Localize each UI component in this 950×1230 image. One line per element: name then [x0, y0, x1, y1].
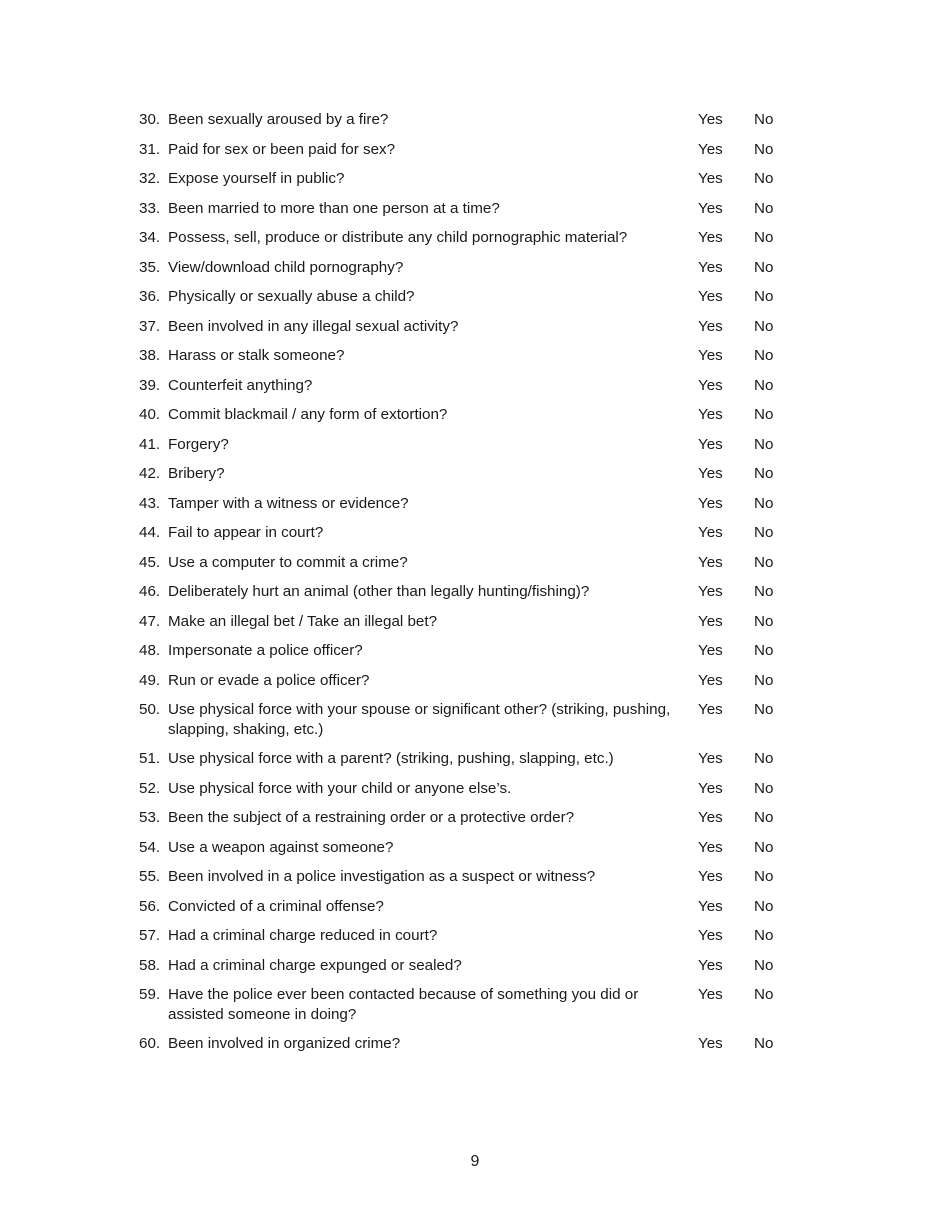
question-text: Had a criminal charge expunged or sealed? — [168, 956, 462, 974]
question-row — [139, 700, 799, 749]
answer-no-option[interactable]: No — [754, 317, 774, 335]
question-row — [139, 808, 799, 838]
question-number: 42. — [139, 465, 161, 482]
question-number: 55. — [139, 868, 161, 885]
question-row — [139, 258, 799, 288]
question-text: Have the police ever been contacted because of something you did or assisted someone in doing? — [168, 986, 639, 1023]
answer-yes-option[interactable]: Yes — [698, 701, 723, 718]
answer-no-option[interactable]: No — [754, 494, 774, 512]
question-row — [139, 779, 799, 809]
question-number: 38. — [139, 347, 161, 364]
question-text: Been involved in organized crime? — [168, 1035, 401, 1052]
question-text: Been involved in any illegal sexual activity? — [168, 317, 459, 335]
answer-no-option[interactable]: No — [754, 435, 774, 453]
answer-yes-option[interactable]: Yes — [698, 406, 723, 423]
question-text: Commit blackmail / any form of extortion? — [168, 406, 448, 423]
question-number: 41. — [139, 435, 161, 453]
question-text: Deliberately hurt an animal (other than legally hunting/fishing)? — [168, 583, 590, 600]
question-text: Paid for sex or been paid for sex? — [168, 140, 396, 158]
answer-yes-option[interactable]: Yes — [698, 838, 723, 856]
question-row — [139, 897, 799, 927]
question-text: Counterfeit anything? — [168, 376, 313, 394]
question-row — [139, 926, 799, 956]
answer-yes-option[interactable]: Yes — [698, 809, 723, 826]
question-text: Use physical force with your child or anyone else’s. — [168, 779, 512, 797]
answer-no-option[interactable]: No — [754, 1035, 774, 1052]
answer-yes-option[interactable]: Yes — [698, 868, 723, 885]
answer-no-option[interactable]: No — [754, 524, 774, 541]
question-row — [139, 464, 799, 494]
answer-yes-option[interactable]: Yes — [698, 435, 723, 453]
answer-no-option[interactable]: No — [754, 612, 774, 630]
question-row — [139, 523, 799, 553]
question-row — [139, 287, 799, 317]
answer-no-option[interactable]: No — [754, 779, 774, 797]
answer-no-option[interactable]: No — [754, 553, 774, 571]
question-text: Harass or stalk someone? — [168, 347, 345, 364]
question-row — [139, 1034, 799, 1064]
question-text: Been the subject of a restraining order or a protective order? — [168, 809, 575, 826]
question-row — [139, 346, 799, 376]
question-number: 47. — [139, 612, 161, 630]
answer-yes-option[interactable]: Yes — [698, 927, 723, 944]
question-row — [139, 956, 799, 986]
question-number: 56. — [139, 897, 161, 915]
answer-no-option[interactable]: No — [754, 347, 774, 364]
answer-no-option[interactable]: No — [754, 406, 774, 423]
question-row — [139, 494, 799, 524]
question-text: Fail to appear in court? — [168, 524, 324, 541]
answer-yes-option[interactable]: Yes — [698, 779, 723, 797]
question-row — [139, 838, 799, 868]
question-text: Impersonate a police officer? — [168, 642, 363, 659]
question-text: Been sexually aroused by a fire? — [168, 111, 389, 128]
answer-yes-option[interactable]: Yes — [698, 956, 723, 974]
question-text: Use a computer to commit a crime? — [168, 553, 408, 571]
question-number: 48. — [139, 642, 161, 659]
answer-no-option[interactable]: No — [754, 288, 774, 305]
question-text: Use physical force with your spouse or significant other? (striking, pushing, slapping, shaking, etc.) — [168, 701, 671, 738]
question-number: 59. — [139, 986, 161, 1003]
answer-no-option[interactable]: No — [754, 838, 774, 856]
answer-no-option[interactable]: No — [754, 809, 774, 826]
question-text: Make an illegal bet / Take an illegal bet? — [168, 612, 438, 630]
answer-no-option[interactable]: No — [754, 229, 774, 246]
question-number: 32. — [139, 170, 161, 187]
question-number: 30. — [139, 111, 161, 128]
question-text: Bribery? — [168, 465, 225, 482]
answer-yes-option[interactable]: Yes — [698, 494, 723, 512]
answer-yes-option[interactable]: Yes — [698, 583, 723, 600]
answer-no-option[interactable]: No — [754, 199, 774, 217]
answer-yes-option[interactable]: Yes — [698, 347, 723, 364]
question-row — [139, 376, 799, 406]
question-text: Had a criminal charge reduced in court? — [168, 927, 438, 944]
answer-no-option[interactable]: No — [754, 986, 774, 1003]
question-row — [139, 867, 799, 897]
answer-yes-option[interactable]: Yes — [698, 524, 723, 541]
question-text: View/download child pornography? — [168, 258, 404, 276]
question-row — [139, 199, 799, 229]
question-number: 53. — [139, 809, 161, 826]
question-number: 33. — [139, 199, 161, 217]
question-row — [139, 553, 799, 583]
answer-yes-option[interactable]: Yes — [698, 140, 723, 158]
question-row — [139, 140, 799, 170]
answer-no-option[interactable]: No — [754, 897, 774, 915]
questionnaire-list — [139, 110, 799, 1064]
question-text: Run or evade a police officer? — [168, 671, 370, 689]
question-row — [139, 317, 799, 347]
question-number: 39. — [139, 376, 161, 394]
question-row — [139, 405, 799, 435]
answer-no-option[interactable]: No — [754, 140, 774, 158]
answer-yes-option[interactable]: Yes — [698, 258, 723, 276]
question-row — [139, 110, 799, 140]
question-text: Been involved in a police investigation as a suspect or witness? — [168, 868, 596, 885]
question-number: 50. — [139, 701, 161, 718]
question-number: 45. — [139, 553, 161, 571]
question-row — [139, 169, 799, 199]
answer-no-option[interactable]: No — [754, 671, 774, 689]
question-text: Use physical force with a parent? (striking, pushing, slapping, etc.) — [168, 750, 614, 767]
question-number: 60. — [139, 1035, 161, 1052]
question-text: Expose yourself in public? — [168, 170, 345, 187]
question-row — [139, 612, 799, 642]
answer-no-option[interactable]: No — [754, 583, 774, 600]
answer-yes-option[interactable]: Yes — [698, 897, 723, 915]
question-row — [139, 671, 799, 701]
answer-yes-option[interactable]: Yes — [698, 288, 723, 305]
answer-no-option[interactable]: No — [754, 376, 774, 394]
question-number: 36. — [139, 288, 161, 305]
question-number: 52. — [139, 779, 161, 797]
answer-yes-option[interactable]: Yes — [698, 553, 723, 571]
question-number: 43. — [139, 494, 161, 512]
question-text: Been married to more than one person at a time? — [168, 199, 500, 217]
answer-no-option[interactable]: No — [754, 927, 774, 944]
question-row — [139, 641, 799, 671]
question-row — [139, 749, 799, 779]
answer-no-option[interactable]: No — [754, 170, 774, 187]
question-number: 51. — [139, 750, 161, 767]
question-text: Tamper with a witness or evidence? — [168, 494, 409, 512]
question-number: 46. — [139, 583, 161, 600]
answer-yes-option[interactable]: Yes — [698, 229, 723, 246]
answer-yes-option[interactable]: Yes — [698, 199, 723, 217]
answer-no-option[interactable]: No — [754, 258, 774, 276]
question-row — [139, 228, 799, 258]
answer-yes-option[interactable]: Yes — [698, 376, 723, 394]
question-text: Convicted of a criminal offense? — [168, 897, 384, 915]
question-number: 40. — [139, 406, 161, 423]
question-number: 34. — [139, 229, 161, 246]
answer-no-option[interactable]: No — [754, 956, 774, 974]
question-number: 49. — [139, 671, 161, 689]
answer-yes-option[interactable]: Yes — [698, 317, 723, 335]
question-number: 35. — [139, 258, 161, 276]
answer-no-option[interactable]: No — [754, 750, 774, 767]
answer-yes-option[interactable]: Yes — [698, 465, 723, 482]
answer-yes-option[interactable]: Yes — [698, 642, 723, 659]
question-number: 31. — [139, 140, 161, 158]
answer-no-option[interactable]: No — [754, 868, 774, 885]
question-text: Use a weapon against someone? — [168, 838, 394, 856]
answer-yes-option[interactable]: Yes — [698, 170, 723, 187]
answer-yes-option[interactable]: Yes — [698, 612, 723, 630]
page-number: 9 — [470, 1153, 480, 1170]
answer-yes-option[interactable]: Yes — [698, 1035, 723, 1052]
question-number: 37. — [139, 317, 161, 335]
answer-yes-option[interactable]: Yes — [698, 111, 723, 128]
question-text: Forgery? — [168, 435, 229, 453]
question-text: Physically or sexually abuse a child? — [168, 288, 415, 305]
question-row — [139, 985, 799, 1034]
question-number: 54. — [139, 838, 161, 856]
question-text: Possess, sell, produce or distribute any child pornographic material? — [168, 229, 628, 246]
answer-no-option[interactable]: No — [754, 465, 774, 482]
answer-yes-option[interactable]: Yes — [698, 986, 723, 1003]
question-number: 58. — [139, 956, 161, 974]
answer-yes-option[interactable]: Yes — [698, 671, 723, 689]
question-row — [139, 435, 799, 465]
question-row — [139, 582, 799, 612]
answer-yes-option[interactable]: Yes — [698, 750, 723, 767]
answer-no-option[interactable]: No — [754, 111, 774, 128]
question-number: 44. — [139, 524, 161, 541]
answer-no-option[interactable]: No — [754, 642, 774, 659]
question-number: 57. — [139, 927, 161, 944]
answer-no-option[interactable]: No — [754, 701, 774, 718]
